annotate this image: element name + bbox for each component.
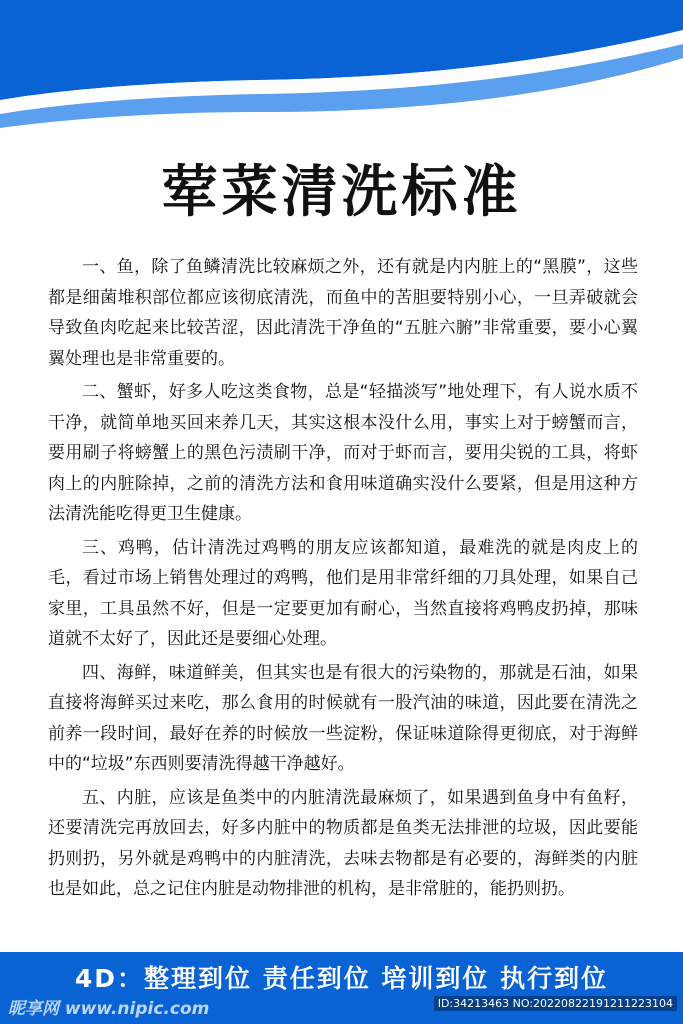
image-id-label: ID:34213463 NO:20220822191211223104	[434, 996, 677, 1011]
paragraph-crab-shrimp: 二、蟹虾，好多人吃这类食物，总是“轻描淡写”地处理下，有人说水质不干净，就简单地买回来养几天，其实这根本没什么用，事实上对于螃蟹而言，要用刷子将螃蟹上的黑色污渍刷干净，而对于虾而言，要用尖锐的工具，将虾肉上的内脏除掉，之前的清洗方法和食用味道确实没什么要紧，但是用这种方法清洗能吃得更卫生健康。	[48, 382, 638, 524]
page-title: 荤菜清洗标准	[161, 160, 522, 225]
footer-slogan: 4D：整理到位 责任到位 培训到位 执行到位	[74, 964, 609, 993]
paragraph-offal: 五、内脏，应该是鱼类中的内脏清洗最麻烦了，如果遇到鱼身中有鱼籽，还要清洗完再放回去，好多内脏中的物质都是鱼类无法排泄的垃圾，因此要能扔则扔，另外就是鸡鸭中的内脏清洗，去味去物都是有必要的，海鲜类的内脏也是如此，总之记住内脏是动物排泄的机构，是非常脏的，能扔则扔。	[48, 787, 638, 899]
paragraph-fish: 一、鱼，除了鱼鳞清洗比较麻烦之外，还有就是内内脏上的“黑膜”，这些都是细菌堆积部位都应该彻底清洗，而鱼中的苦胆要特别小心，一旦弄破就会导致鱼肉吃起来比较苦涩，因此清洗干净鱼的“五脏六腑”非常重要，要小心翼翼处理也是非常重要的。	[48, 257, 638, 369]
document-body	[48, 252, 638, 908]
paragraph-seafood: 四、海鲜，味道鲜美，但其实也是有很大的污染物的，那就是石油，如果直接将海鲜买过来吃，那么食用的时候就有一股汽油的味道，因此要在清洗之前养一段时间，最好在养的时候放一些淀粉，保证味道除得更彻底，对于海鲜中的“垃圾”东西则要清洗得越干净越好。	[48, 662, 638, 774]
top-wave-banner	[0, 0, 683, 140]
paragraph-poultry: 三、鸡鸭，估计清洗过鸡鸭的朋友应该都知道，最难洗的就是肉皮上的毛，看过市场上销售处理过的鸡鸭，他们是用非常纤细的刀具处理，如果自己家里，工具虽然不好，但是一定要更加有耐心，当然直接将鸡鸭皮扔掉，那味道就不太好了，因此还是要细心处理。	[48, 537, 638, 649]
watermark: 昵享网 www.nipic.com	[8, 999, 210, 1019]
